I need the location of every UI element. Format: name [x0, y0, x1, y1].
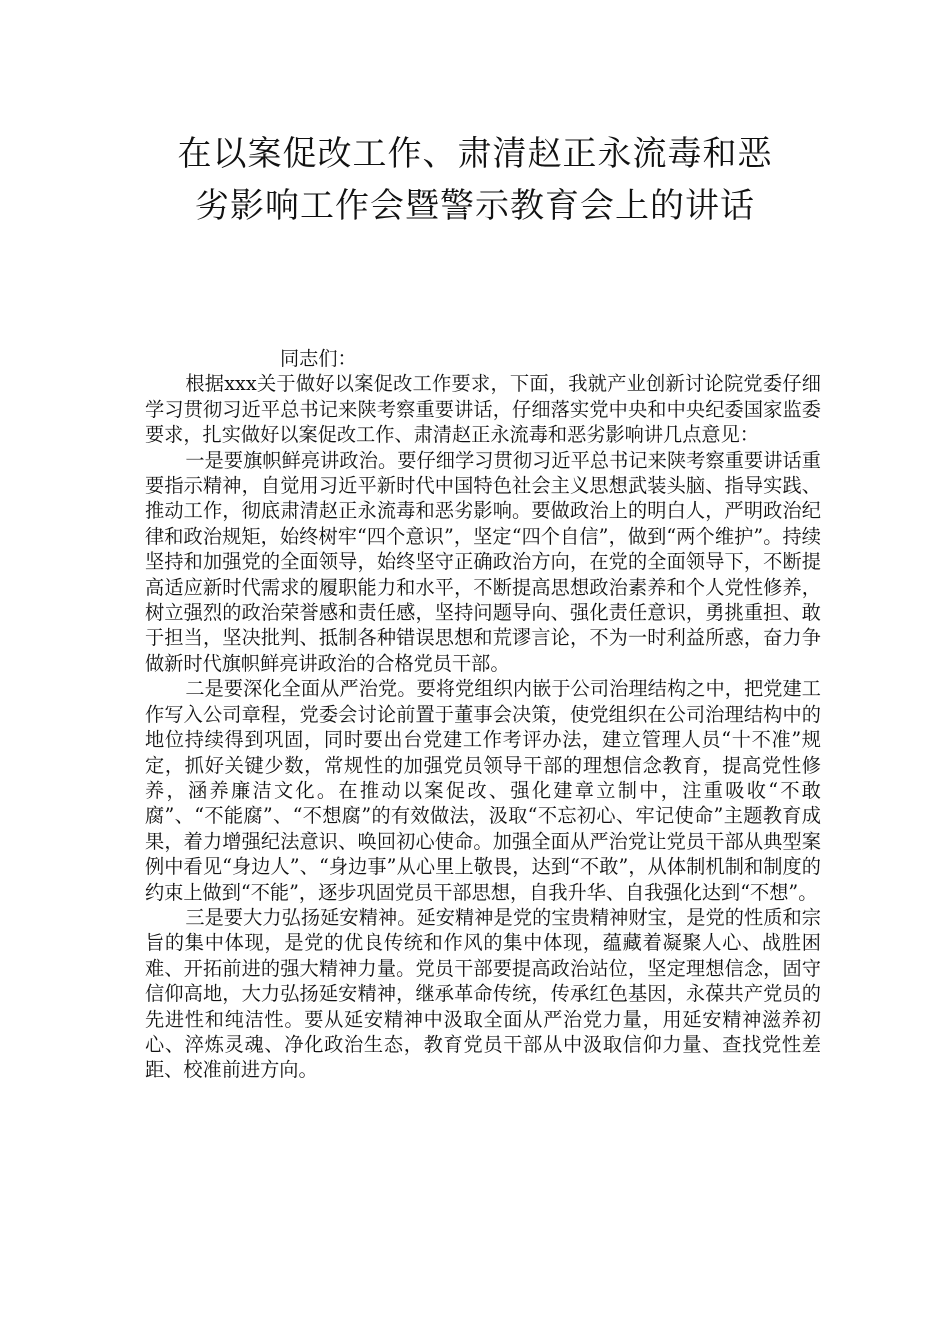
- speech-body: [145, 346, 821, 1083]
- salutation: 同志们：: [280, 347, 357, 370]
- title-line-2: 劣影响工作会暨警示教育会上的讲话: [195, 186, 755, 226]
- document-title: [120, 128, 830, 232]
- paragraph-party-governance: 二是要深化全面从严治党。要将党组织内嵌于公司治理结构之中，把党建工作写入公司章程，党委会讨论前置于董事会决策，使党组织在公司治理结构中的地位持续得到巩固，同时要出台党建工作考评办法，建立管理人员“十不准”规定，抓好关键少数，常规性的加强党员领导干部的理想信念教育，提高党性修养，涵养廉洁文化。在推动以案促改、强化建章立制中，注重吸收“不敢腐”、“不能腐”、“不想腐”的有效做法，汲取“不忘初心、牢记使命”主题教育成果，着力增强纪法意识、唤回初心使命。加强全面从严治党让党员干部从典型案例中看见“身边人”、“身边事”从心里上敬畏，达到“不敢”，从体制机制和制度的约束上做到“不能”，逐步巩固党员干部思想，自我升华、自我强化达到“不想”。: [145, 677, 821, 904]
- paragraph-politics: 一是要旗帜鲜亮讲政治。要仔细学习贯彻习近平总书记来陕考察重要讲话重要指示精神，自觉用习近平新时代中国特色社会主义思想武装头脑、指导实践、推动工作，彻底肃清赵正永流毒和恶劣影响。要做政治上的明白人，严明政治纪律和政治规矩，始终树牢“四个意识”，坚定“四个自信”，做到“两个维护”。持续坚持和加强党的全面领导，始终坚守正确政治方向，在党的全面领导下，不断提高适应新时代需求的履职能力和水平，不断提高思想政治素养和个人党性修养，树立强烈的政治荣誉感和责任感，坚持问题导向、强化责任意识，勇挑重担、敢于担当，坚决批判、抵制各种错误思想和荒谬言论，不为一时利益所惑，奋力争做新时代旗帜鲜亮讲政治的合格党员干部。: [145, 448, 821, 675]
- title-line-1: 在以案促改工作、肃清赵正永流毒和恶: [177, 134, 773, 174]
- paragraph-yanan-spirit: 三是要大力弘扬延安精神。延安精神是党的宝贵精神财宝，是党的性质和宗旨的集中体现，是党的优良传统和作风的集中体现，蕴藏着凝聚人心、战胜困难、开拓前进的强大精神力量。党员干部要提高政治站位，坚定理想信念，固守信仰高地，大力弘扬延安精神，继承革命传统，传承红色基因，永葆共产党员的先进性和纯洁性。要从延安精神中汲取全面从严治党力量，用延安精神滋养初心、淬炼灵魂、净化政治生态，教育党员干部从中汲取信仰力量、查找党性差距、校准前进方向。: [145, 905, 821, 1082]
- paragraph-intro: 根据xxx关于做好以案促改工作要求，下面，我就产业创新讨论院党委仔细学习贯彻习近平总书记来陕考察重要讲话，仔细落实党中央和中央纪委国家监委要求，扎实做好以案促改工作、肃清赵正永流毒和恶劣影响讲几点意见：: [145, 372, 821, 447]
